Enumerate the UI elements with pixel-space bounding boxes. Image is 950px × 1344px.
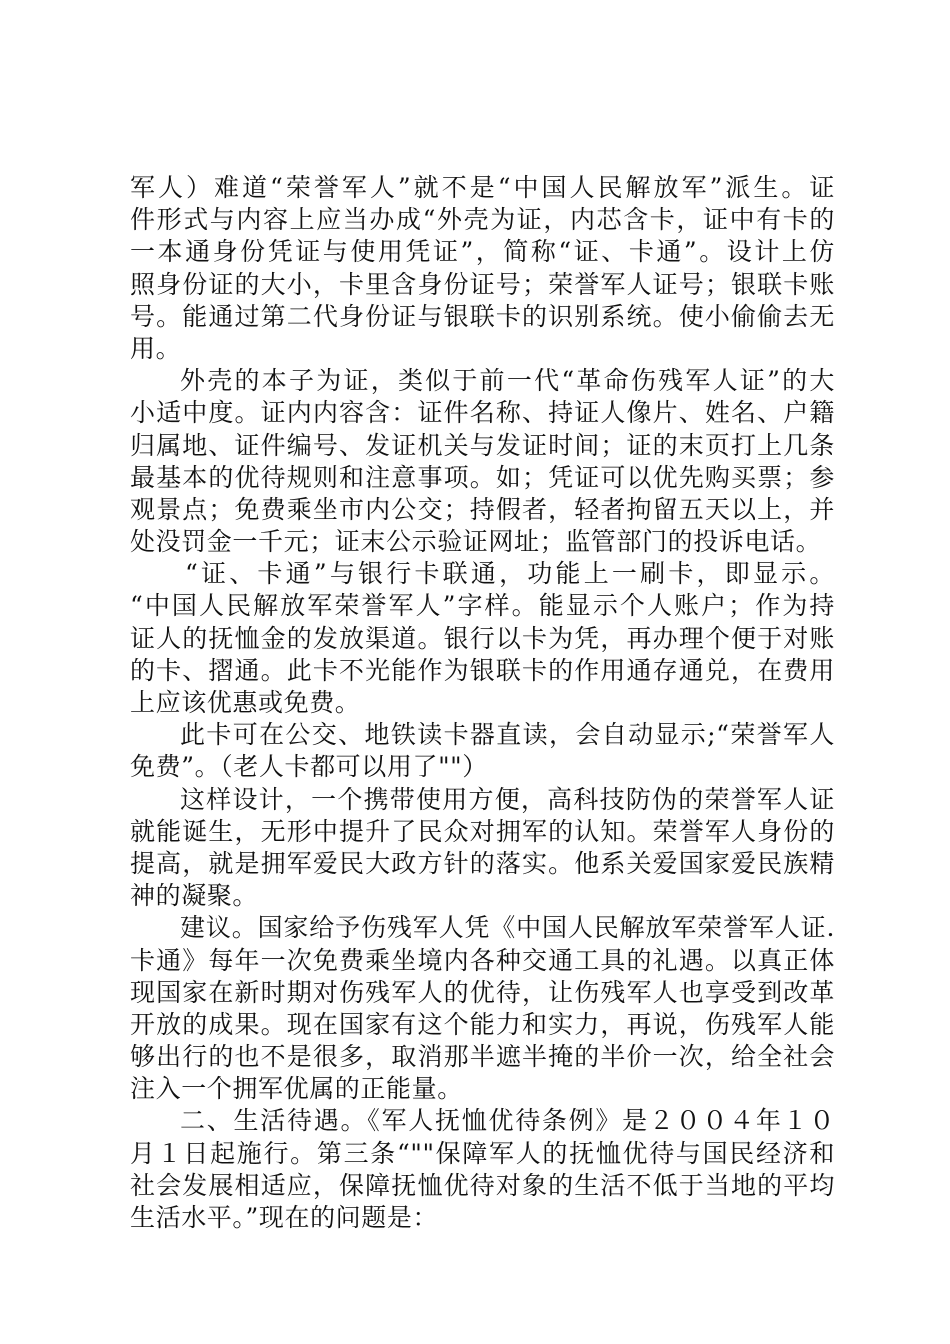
- text-line: 归属地、证件编号、发证机关与发证时间；证的末页打上几条: [130, 430, 835, 460]
- text-line: 号。能通过第二代身份证与银联卡的识别系统。使小偷偷去无: [130, 301, 835, 331]
- text-line: 现国家在新时期对伤残军人的优待，让伤残军人也享受到改革: [130, 977, 835, 1007]
- document-body: [130, 172, 835, 1234]
- paragraph-4: [130, 719, 835, 783]
- text-line: “中国人民解放军荣誉军人”字样。能显示个人账户；作为持: [130, 591, 835, 621]
- text-line: 注入一个拥军优属的正能量。: [130, 1074, 463, 1104]
- text-line: 处没罚金一千元；证末公示验证网址；监管部门的投诉电话。: [130, 527, 822, 557]
- text-line: 观景点；免费乘坐市内公交；持假者，轻者拘留五天以上，并: [130, 494, 835, 524]
- text-line: 小适中度。证内内容含：证件名称、持证人像片、姓名、户籍: [130, 398, 835, 428]
- text-line: 用。: [130, 333, 182, 363]
- text-line: 月１日起施行。第三条“""保障军人的抚恤优待与国民经济和: [130, 1138, 835, 1168]
- text-line: 卡通》每年一次免费乘坐境内各种交通工具的礼遇。以真正体: [130, 945, 835, 975]
- text-line: 件形式与内容上应当办成“外壳为证，内芯含卡，证中有卡的: [130, 205, 835, 235]
- text-line: 就能诞生，无形中提升了民众对拥军的认知。荣誉军人身份的: [130, 816, 835, 846]
- text-line: 外壳的本子为证，类似于前一代“革命伤残军人证”的大: [180, 366, 835, 396]
- text-line: 证人的抚恤金的发放渠道。银行以卡为凭，再办理个便于对账: [130, 623, 835, 653]
- text-line: 社会发展相适应，保障抚恤优待对象的生活不低于当地的平均: [130, 1170, 835, 1200]
- paragraph-3: [130, 558, 835, 719]
- text-line: 生活水平。”现在的问题是：: [130, 1203, 439, 1232]
- text-line: 神的凝聚。: [130, 881, 259, 911]
- text-line: 提高，就是拥军爱民大政方针的落实。他系关爱国家爱民族精: [130, 848, 835, 878]
- text-line: 此卡可在公交、地铁读卡器直读，会自动显示;“荣誉军人: [180, 720, 835, 750]
- paragraph-7: [130, 1105, 835, 1234]
- text-line: 开放的成果。现在国家有这个能力和实力，再说，伤残军人能: [130, 1009, 835, 1039]
- text-line: 这样设计，一个携带使用方便，高科技防伪的荣誉军人证: [180, 784, 835, 814]
- text-line: 建议。国家给予伤残军人凭《中国人民解放军荣誉军人证.: [180, 913, 835, 943]
- text-line: 二、生活待遇。《军人抚恤优待条例》是２００４年１０: [180, 1106, 835, 1136]
- text-line: 免费”。（老人卡都可以用了""）: [130, 752, 488, 782]
- text-line: “证、卡通”与银行卡联通，功能上一刷卡，即显示。: [185, 559, 835, 589]
- paragraph-2: [130, 365, 835, 558]
- text-line: 的卡、摺通。此卡不光能作为银联卡的作用通存通兑，在费用: [130, 655, 835, 685]
- text-line: 最基本的优待规则和注意事项。如；凭证可以优先购买票；参: [130, 462, 835, 492]
- paragraph-1: [130, 172, 835, 365]
- text-line: 照身份证的大小，卡里含身份证号；荣誉军人证号；银联卡账: [130, 269, 835, 299]
- text-line: 上应该优惠或免费。: [130, 688, 361, 717]
- text-line: 够出行的也不是很多，取消那半遮半掩的半价一次，给全社会: [130, 1042, 835, 1072]
- paragraph-5: [130, 784, 835, 913]
- paragraph-6: [130, 912, 835, 1105]
- text-line: 一本通身份凭证与使用凭证”，简称“证、卡通”。设计上仿: [130, 237, 835, 267]
- text-line: 军人）难道“荣誉军人”就不是“中国人民解放军”派生。证: [130, 173, 835, 202]
